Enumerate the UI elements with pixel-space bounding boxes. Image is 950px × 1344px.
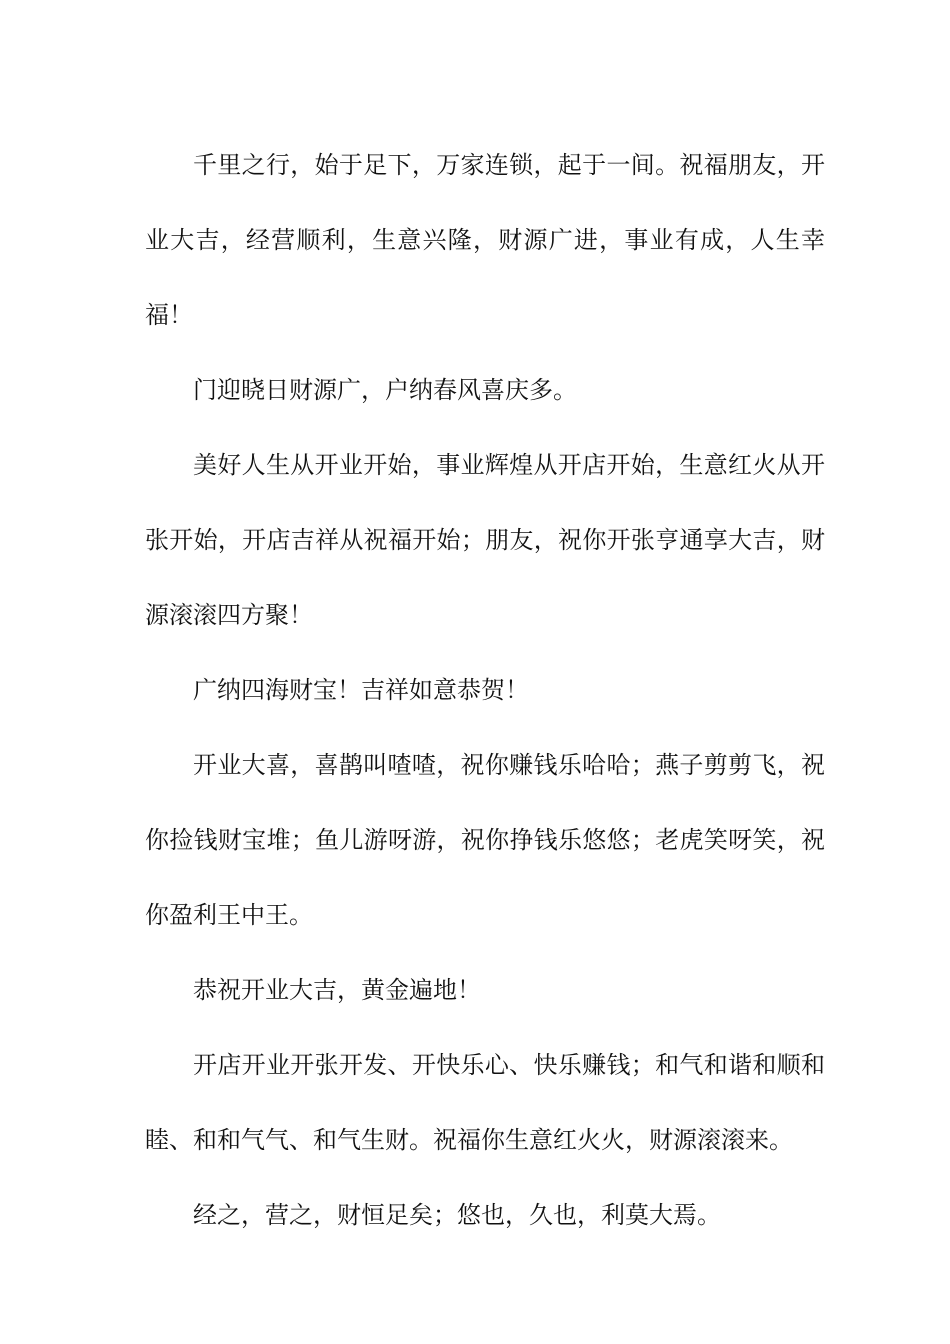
paragraph: 恭祝开业大吉，黄金遍地！: [193, 976, 481, 1004]
paragraph: 美好人生从开业开始，事业辉煌从开店开始，生意红火从开张开始，开店吉祥从祝福开始；朋友，祝你开张亨通享大吉，财源滚滚四方聚！: [145, 451, 825, 629]
paragraph: 千里之行，始于足下，万家连锁，起于一间。祝福朋友，开业大吉，经营顺利，生意兴隆，财源广进，事业有成，人生幸福！: [145, 151, 825, 329]
paragraph: 经之，营之，财恒足矣；悠也，久也，利莫大焉。: [193, 1201, 721, 1229]
document-body: [145, 128, 825, 1253]
paragraph: 开业大喜，喜鹊叫喳喳，祝你赚钱乐哈哈；燕子剪剪飞，祝你捡钱财宝堆；鱼儿游呀游，祝你挣钱乐悠悠；老虎笑呀笑，祝你盈利王中王。: [145, 751, 825, 929]
paragraph: 开店开业开张开发、开快乐心、快乐赚钱；和气和谐和顺和睦、和和气气、和气生财。祝福你生意红火火，财源滚滚来。: [145, 1051, 825, 1154]
paragraph: 广纳四海财宝！吉祥如意恭贺！: [193, 676, 529, 704]
paragraph: 门迎晓日财源广，户纳春风喜庆多。: [193, 376, 577, 404]
